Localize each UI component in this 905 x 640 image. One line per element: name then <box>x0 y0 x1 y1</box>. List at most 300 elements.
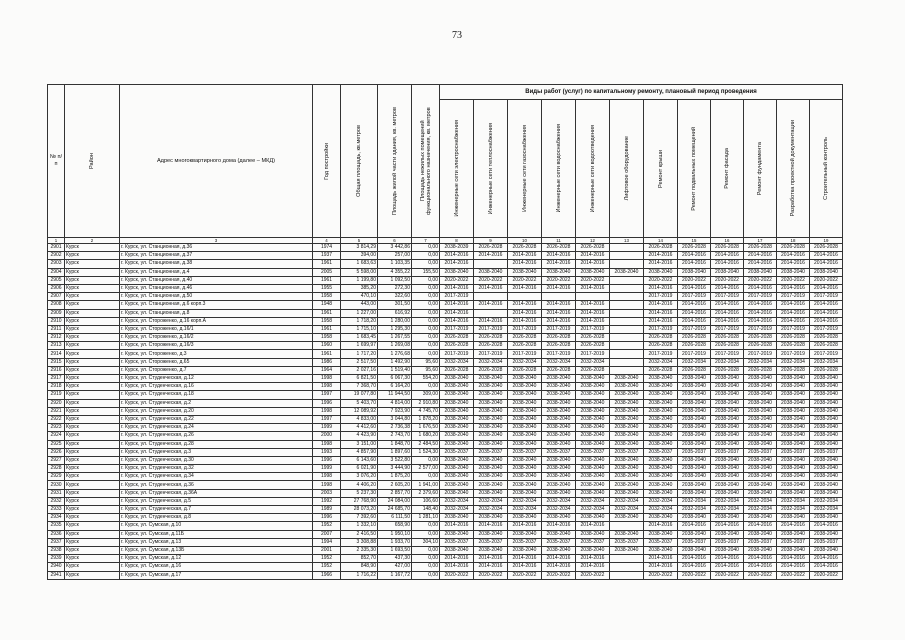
table-cell: 2 605,20 <box>378 481 412 489</box>
table-cell: 1 933,70 <box>378 538 412 546</box>
table-cell: 2038-2040 <box>508 546 542 554</box>
table-cell: 2014-2016 <box>440 522 474 530</box>
table-cell <box>474 293 508 301</box>
column-number: 17 <box>744 238 777 244</box>
table-cell: 3 444,90 <box>378 465 412 473</box>
table-cell: 2014-2016 <box>810 522 843 530</box>
page-number: 73 <box>452 30 462 41</box>
table-cell: 2032-2034 <box>744 497 777 505</box>
table-cell: 2038-2040 <box>678 391 711 399</box>
table-cell: Курск <box>65 448 120 456</box>
table-cell: 848,90 <box>341 563 378 571</box>
table-cell: 2014-2016 <box>777 301 810 309</box>
table-cell: 2014-2016 <box>542 563 576 571</box>
table-cell: 2032-2034 <box>777 358 810 366</box>
table-cell: 2035-2037 <box>644 448 678 456</box>
table-cell: 2038-2040 <box>474 546 508 554</box>
table-cell: 2038-2040 <box>777 399 810 407</box>
table-cell: 2925 <box>48 440 65 448</box>
column-number: 18 <box>777 238 810 244</box>
table-cell: 2014-2016 <box>711 317 744 325</box>
table-cell: 0,00 <box>412 276 440 284</box>
table-cell: 2038-2040 <box>810 268 843 276</box>
table-cell: 2916 <box>48 366 65 374</box>
table-cell: 1 092,50 <box>378 276 412 284</box>
table-cell: 1998 <box>313 407 341 415</box>
table-row <box>48 538 843 546</box>
table-cell: 2038-2040 <box>440 375 474 383</box>
table-cell: 2038-2040 <box>610 530 644 538</box>
table-cell: 2912 <box>48 334 65 342</box>
table-cell: 2020-2022 <box>744 276 777 284</box>
table-cell <box>610 301 644 309</box>
table-cell: 2038-2040 <box>576 514 610 522</box>
table-cell: 2038-2040 <box>440 473 474 481</box>
table-cell: Курск <box>65 350 120 358</box>
table-cell: 2038-2040 <box>744 375 777 383</box>
table-cell: 2038-2040 <box>777 546 810 554</box>
table-cell: 2014-2016 <box>440 301 474 309</box>
table-cell: 2038-2040 <box>440 440 474 448</box>
table-cell: 2026-2028 <box>508 342 542 350</box>
table-cell: 1996 <box>313 514 341 522</box>
table-row <box>48 407 843 415</box>
table-cell: 2014-2016 <box>542 260 576 268</box>
table-cell: 2038-2040 <box>610 268 644 276</box>
table-cell: 2038-2040 <box>440 407 474 415</box>
table-cell: 1 332,10 <box>341 522 378 530</box>
table-cell: 2038-2040 <box>474 424 508 432</box>
table-cell: 2 517,50 <box>341 358 378 366</box>
table-cell <box>610 571 644 579</box>
table-cell: 2 416,50 <box>341 530 378 538</box>
table-cell: Курск <box>65 293 120 301</box>
table-cell: 2014-2016 <box>744 309 777 317</box>
table-cell: 2928 <box>48 465 65 473</box>
table-cell: 2020-2022 <box>678 571 711 579</box>
table-cell: 2 743,70 <box>378 432 412 440</box>
table-cell: 2035-2037 <box>711 448 744 456</box>
table-cell: 4 857,90 <box>341 448 378 456</box>
table-cell: 2038-2040 <box>542 407 576 415</box>
table-cell: 2014-2016 <box>440 309 474 317</box>
table-cell: 1 897,60 <box>378 448 412 456</box>
table-cell: Курск <box>65 571 120 579</box>
table-cell: 2038-2040 <box>440 530 474 538</box>
table-cell: 2932 <box>48 497 65 505</box>
table-cell: 2014-2016 <box>440 317 474 325</box>
table-cell: 2014-2016 <box>644 252 678 260</box>
table-cell: 2014-2016 <box>744 252 777 260</box>
table-cell: 5 237,30 <box>341 489 378 497</box>
table-cell: 2038-2040 <box>711 415 744 423</box>
table-cell: Курск <box>65 538 120 546</box>
table-cell: 2026-2028 <box>644 366 678 374</box>
table-cell <box>610 284 644 292</box>
table-cell: 2038-2040 <box>440 465 474 473</box>
table-cell: 2038-2040 <box>744 424 777 432</box>
table-cell: 2035-2037 <box>576 448 610 456</box>
table-cell: 2038-2040 <box>777 473 810 481</box>
table-cell: 2014-2016 <box>711 252 744 260</box>
table-cell: 2020-2022 <box>576 276 610 284</box>
table-cell: 2020-2022 <box>542 571 576 579</box>
table-cell: Курск <box>65 301 120 309</box>
table-cell: 2032-2034 <box>644 506 678 514</box>
table-cell: 2038-2040 <box>711 530 744 538</box>
table-cell: 2026-2028 <box>542 244 576 252</box>
table-cell: 2020-2022 <box>777 276 810 284</box>
table-cell: 2903 <box>48 260 65 268</box>
table-row <box>48 293 843 301</box>
table-cell: 2014-2016 <box>678 555 711 563</box>
table-cell: 2038-2040 <box>678 399 711 407</box>
table-cell: г. Курск, ул. Станционная, д.8 <box>120 309 313 317</box>
table-cell: 2020-2022 <box>711 276 744 284</box>
table-cell: 2014-2016 <box>777 252 810 260</box>
header-work-11: Разработка проектной документации <box>777 100 810 238</box>
table-cell: 2032-2034 <box>711 506 744 514</box>
table-cell: Курск <box>65 456 120 464</box>
table-cell: 1998 <box>313 383 341 391</box>
table-cell: 2913 <box>48 342 65 350</box>
table-cell: 2930 <box>48 481 65 489</box>
table-cell: 2032-2034 <box>777 497 810 505</box>
table-cell: г. Курск, ул. Станционная, д.6 корп.3 <box>120 301 313 309</box>
table-cell: 0,00 <box>412 309 440 317</box>
table-cell: Курск <box>65 514 120 522</box>
table-cell: 2014-2016 <box>474 522 508 530</box>
table-cell: 2038-2040 <box>678 268 711 276</box>
table-cell: 2035-2037 <box>711 538 744 546</box>
table-cell: 2017-2019 <box>508 325 542 333</box>
table-cell: 155,50 <box>412 268 440 276</box>
table-cell: 2038-2040 <box>576 546 610 554</box>
table-cell: 2038-2040 <box>678 514 711 522</box>
header-year: Год постройки <box>313 85 341 238</box>
table-cell: 2014-2016 <box>777 555 810 563</box>
table-cell: 2038-2040 <box>542 481 576 489</box>
table-cell: Курск <box>65 424 120 432</box>
table-cell: 2038-2040 <box>610 432 644 440</box>
table-cell: 2038-2040 <box>810 546 843 554</box>
table-cell: 2038-2040 <box>542 375 576 383</box>
table-cell: 2035-2037 <box>777 448 810 456</box>
table-row <box>48 350 843 358</box>
table-cell: 2020-2022 <box>644 571 678 579</box>
table-cell: 2020-2022 <box>711 571 744 579</box>
table-cell: 2035-2037 <box>576 538 610 546</box>
table-cell: 1952 <box>313 522 341 530</box>
table-cell: 2014-2016 <box>474 317 508 325</box>
table-cell: 2038-2040 <box>508 268 542 276</box>
table-cell: 1998 <box>313 481 341 489</box>
table-cell: 1 715,10 <box>341 325 378 333</box>
table-cell: 2017-2019 <box>777 350 810 358</box>
table-cell: 2020-2022 <box>474 276 508 284</box>
table-cell: 2937 <box>48 538 65 546</box>
table-cell: 2038-2040 <box>678 456 711 464</box>
table-cell: 2038-2040 <box>711 489 744 497</box>
table-cell: 2038-2040 <box>810 424 843 432</box>
header-district: Район <box>65 85 120 238</box>
table-cell: 2014-2016 <box>678 317 711 325</box>
table-cell: 2038-2040 <box>610 424 644 432</box>
table-cell: 2038-2040 <box>810 391 843 399</box>
table-cell: 12 089,92 <box>341 407 378 415</box>
table-cell: 2026-2028 <box>678 334 711 342</box>
table-cell: 2020-2022 <box>508 571 542 579</box>
table-cell: Курск <box>65 358 120 366</box>
table-cell: 2026-2028 <box>508 334 542 342</box>
table-cell: 2017-2019 <box>474 350 508 358</box>
table-cell: Курск <box>65 383 120 391</box>
table-cell: 394,00 <box>341 252 378 260</box>
table-cell: 2038-2040 <box>644 489 678 497</box>
table-cell: г. Курск, ул. Студенческая, д.18 <box>120 391 313 399</box>
table-cell: 1 878,20 <box>412 415 440 423</box>
column-number: 16 <box>711 238 744 244</box>
table-cell: 2014-2016 <box>678 301 711 309</box>
table-cell: 2014-2016 <box>644 555 678 563</box>
table-cell: 0,00 <box>412 555 440 563</box>
table-cell: 2038-2040 <box>610 456 644 464</box>
table-row <box>48 366 843 374</box>
table-cell: 1 676,50 <box>412 424 440 432</box>
table-cell: 2926 <box>48 448 65 456</box>
table-cell: 2014-2016 <box>542 317 576 325</box>
table-cell: 2032-2034 <box>810 358 843 366</box>
table-cell: 2014-2016 <box>474 563 508 571</box>
table-cell: 2020-2022 <box>744 571 777 579</box>
table-cell: 1996 <box>313 399 341 407</box>
table-cell: 4 355,22 <box>378 268 412 276</box>
table-cell <box>610 342 644 350</box>
column-number: 4 <box>313 238 341 244</box>
table-cell: 0,00 <box>412 260 440 268</box>
header-work-8: Ремонт подвальных помещений <box>678 100 711 238</box>
table-cell: 1 280,00 <box>378 317 412 325</box>
table-cell: 1 295,30 <box>378 325 412 333</box>
table-cell: г. Курск, ул. Стороженко, д.16/1 <box>120 325 313 333</box>
table-cell <box>610 350 644 358</box>
table-cell: 2038-2040 <box>542 546 576 554</box>
table-cell: 2017-2019 <box>810 350 843 358</box>
table-cell: 2038-2040 <box>474 375 508 383</box>
table-cell: 2014-2016 <box>644 309 678 317</box>
table-cell: 2017-2019 <box>777 325 810 333</box>
table-cell: 2038-2040 <box>576 473 610 481</box>
table-cell: 2038-2040 <box>678 530 711 538</box>
table-cell: 2038-2040 <box>644 456 678 464</box>
table-cell: 2918 <box>48 383 65 391</box>
table-cell: 2014-2016 <box>711 555 744 563</box>
table-cell: 427,00 <box>378 563 412 571</box>
table-cell: 616,92 <box>378 309 412 317</box>
table-cell: 2038-2040 <box>777 530 810 538</box>
table-cell: г. Курск, ул. Студенческая, д.36 <box>120 481 313 489</box>
table-cell: 2038-2040 <box>474 391 508 399</box>
table-cell: 2038-2040 <box>576 530 610 538</box>
table-cell: 6 164,20 <box>378 383 412 391</box>
table-cell <box>610 293 644 301</box>
table-cell: 2026-2028 <box>440 366 474 374</box>
table-cell: 2035-2037 <box>777 538 810 546</box>
table-cell: 2038-2040 <box>610 375 644 383</box>
table-cell: 2038-2040 <box>777 465 810 473</box>
table-cell: г. Курск, ул. Стороженко, д.65 <box>120 358 313 366</box>
table-cell: 257,00 <box>378 252 412 260</box>
table-cell: 2026-2028 <box>810 366 843 374</box>
table-cell: Курск <box>65 546 120 554</box>
table-cell: 2038-2040 <box>777 514 810 522</box>
table-cell: Курск <box>65 563 120 571</box>
table-cell <box>610 276 644 284</box>
table-cell: 0,00 <box>412 252 440 260</box>
table-cell: 2038-2040 <box>644 391 678 399</box>
table-cell: 2038-2040 <box>777 391 810 399</box>
table-cell: 2026-2028 <box>711 366 744 374</box>
table-cell: 0,00 <box>412 546 440 554</box>
table-cell: 2017-2019 <box>576 325 610 333</box>
table-cell <box>508 293 542 301</box>
table-cell: 95,60 <box>412 366 440 374</box>
table-cell: 6 821,50 <box>341 375 378 383</box>
table-cell: 2032-2034 <box>474 506 508 514</box>
table-cell: 2017-2019 <box>440 350 474 358</box>
table-cell: 2038-2040 <box>610 546 644 554</box>
table-cell: г. Курск, ул. Студенческая, д.7 <box>120 506 313 514</box>
table-cell: 2038-2040 <box>440 456 474 464</box>
table-cell: 2038-2040 <box>711 481 744 489</box>
table-cell: 2032-2034 <box>576 358 610 366</box>
table-cell: 2904 <box>48 268 65 276</box>
table-cell: 2038-2040 <box>777 456 810 464</box>
table-cell: 2014-2016 <box>440 260 474 268</box>
table-cell: 2910 <box>48 317 65 325</box>
table-cell: 2026-2028 <box>777 342 810 350</box>
header-work-7: Ремонт крыши <box>644 100 678 238</box>
table-cell: 2026-2028 <box>777 244 810 252</box>
table-cell: 2038-2040 <box>810 481 843 489</box>
table-cell: 1952 <box>313 563 341 571</box>
table-cell: 2038-2040 <box>542 465 576 473</box>
table-row <box>48 276 843 284</box>
table-cell: 2038-2040 <box>744 383 777 391</box>
header-num: № п/п <box>48 85 65 238</box>
table-cell: 2017-2019 <box>644 293 678 301</box>
table-cell: 1998 <box>313 375 341 383</box>
header-works-group: Виды работ (услуг) по капитальному ремонту, плановый период проведения <box>440 85 843 100</box>
table-cell: 2038-2040 <box>810 473 843 481</box>
table-cell: 2038-2039 <box>440 244 474 252</box>
table-cell: 2038-2040 <box>440 432 474 440</box>
table-cell: 2038-2040 <box>711 391 744 399</box>
table-cell: 0,00 <box>412 383 440 391</box>
table-cell: 437,30 <box>378 555 412 563</box>
table-cell: 2038-2040 <box>810 383 843 391</box>
table-cell: г. Курск, ул. Станционная, д.40 <box>120 276 313 284</box>
table-cell: 2038-2040 <box>474 440 508 448</box>
table-cell: 2014-2016 <box>744 301 777 309</box>
table-cell: 3 814,29 <box>341 244 378 252</box>
table-cell: 2038-2040 <box>777 489 810 497</box>
table-row <box>48 530 843 538</box>
table-cell: г. Курск, ул. Станционная, д.50 <box>120 293 313 301</box>
table-cell: 2014-2016 <box>474 284 508 292</box>
column-number: 10 <box>508 238 542 244</box>
table-cell: 1961 <box>313 325 341 333</box>
table-cell: 2934 <box>48 514 65 522</box>
table-cell: 2014-2016 <box>744 260 777 268</box>
column-number: 3 <box>120 238 313 244</box>
table-cell: 1998 <box>313 473 341 481</box>
table-cell: 2020-2022 <box>440 571 474 579</box>
table-cell: 2038-2040 <box>440 546 474 554</box>
table-row <box>48 309 843 317</box>
table-cell: 0,00 <box>412 473 440 481</box>
table-row <box>48 440 843 448</box>
table-cell: 2038-2040 <box>508 375 542 383</box>
table-cell: 1996 <box>313 456 341 464</box>
table-cell: 2017-2019 <box>644 350 678 358</box>
table-cell: 2014-2016 <box>576 317 610 325</box>
table-cell: 0,00 <box>412 342 440 350</box>
table-cell: 2038-2040 <box>474 489 508 497</box>
table-row <box>48 268 843 276</box>
table-cell: 2038-2040 <box>542 399 576 407</box>
table-cell: 2035-2037 <box>744 538 777 546</box>
table-cell: 2014-2016 <box>678 252 711 260</box>
table-cell: 2020-2022 <box>777 571 810 579</box>
table-row <box>48 317 843 325</box>
table-cell: Курск <box>65 309 120 317</box>
table-cell: 2014-2016 <box>508 252 542 260</box>
table-cell: г. Курск, ул. Сумская, д.11Б <box>120 530 313 538</box>
table-cell: 2 910,80 <box>412 399 440 407</box>
table-cell: 2 335,30 <box>341 546 378 554</box>
table-cell: 2038-2040 <box>744 399 777 407</box>
table-cell: 2014-2016 <box>542 284 576 292</box>
table-cell: 2026-2028 <box>542 342 576 350</box>
table-cell: 2035-2037 <box>644 538 678 546</box>
table-cell: 0,00 <box>412 325 440 333</box>
table-cell: 2014-2016 <box>744 522 777 530</box>
table-cell: 2026-2028 <box>474 366 508 374</box>
table-cell <box>474 309 508 317</box>
table-cell: 2035-2037 <box>678 448 711 456</box>
table-cell: 2014-2016 <box>678 260 711 268</box>
table-cell: г. Курск, ул. Студенческая, д.8 <box>120 514 313 522</box>
table-cell: г. Курск, ул. Студенческая, д.3 <box>120 448 313 456</box>
table-cell: 2038-2040 <box>711 399 744 407</box>
table-cell: 1961 <box>313 309 341 317</box>
table-row <box>48 334 843 342</box>
table-cell: 2038-2040 <box>508 415 542 423</box>
table-cell: 2038-2040 <box>644 530 678 538</box>
table-cell: 1 267,55 <box>378 334 412 342</box>
table-cell: 6 143,60 <box>341 456 378 464</box>
table-cell: 2014-2016 <box>678 309 711 317</box>
table-cell: 2017-2019 <box>810 325 843 333</box>
table-cell: 2001 <box>313 546 341 554</box>
table-cell: 2038-2040 <box>678 473 711 481</box>
table-cell: г. Курск, ул. Студенческая, д.28 <box>120 440 313 448</box>
table-cell: 2038-2040 <box>576 407 610 415</box>
table-cell: 2038-2040 <box>610 391 644 399</box>
table-cell: 2911 <box>48 325 65 333</box>
table-cell: 1961 <box>313 350 341 358</box>
